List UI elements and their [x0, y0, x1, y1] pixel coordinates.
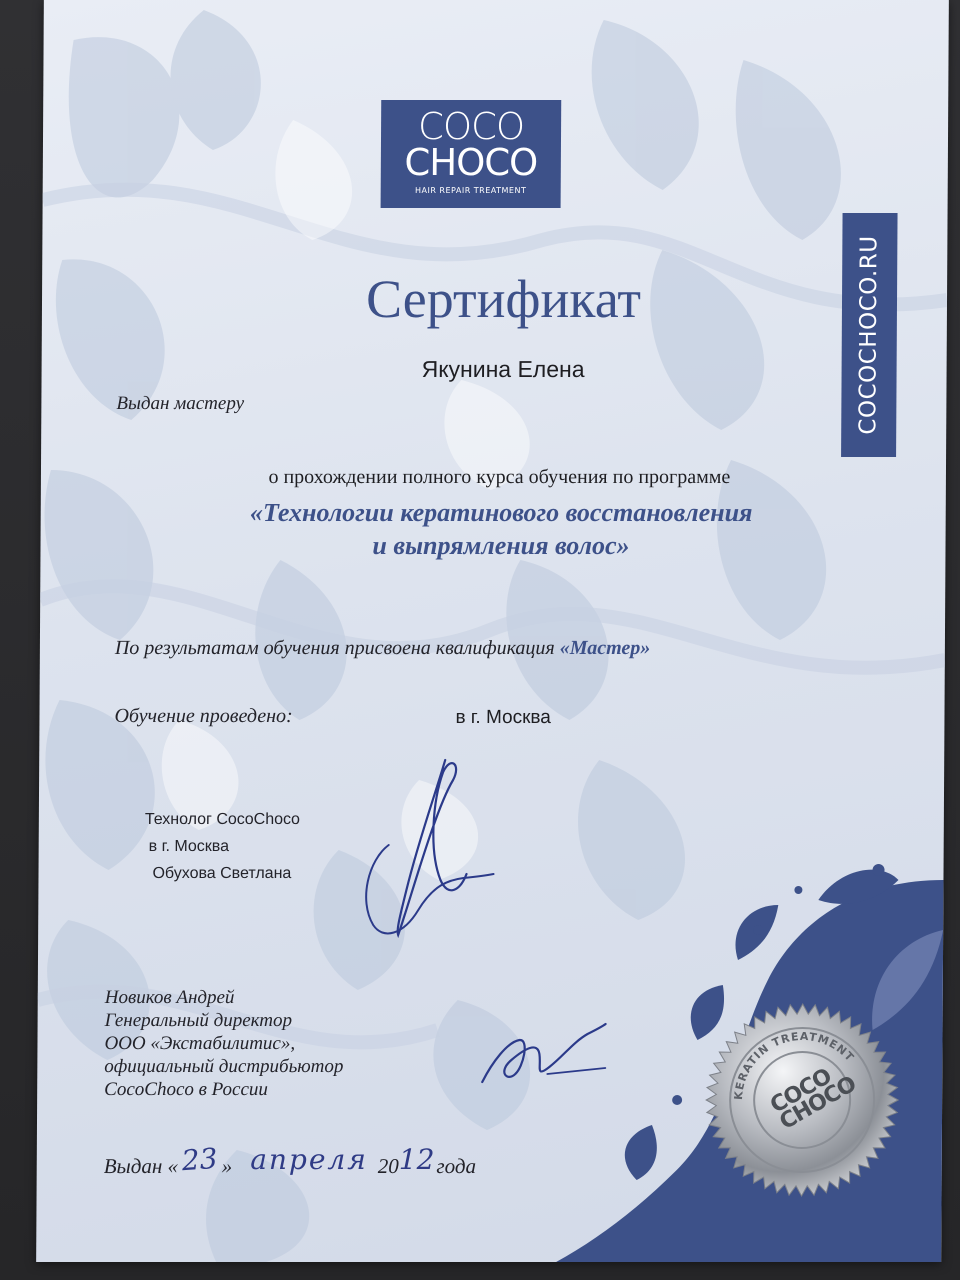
- issue-month-handwritten: апреля: [250, 1143, 368, 1176]
- logo-line-choco: CHOCO: [404, 141, 538, 184]
- director-block: [104, 986, 344, 1101]
- director-line3: ООО «Экстабилитис»,: [104, 1033, 296, 1054]
- technologist-signature: [348, 750, 499, 945]
- director-line5: CocoChoco в России: [104, 1079, 269, 1100]
- qualification-prefix: По результатам обучения присвоена квалификация: [114, 637, 555, 659]
- recipient-name: Якунина Елена: [421, 356, 585, 382]
- website-label: COCOCHOCO.RU: [855, 235, 883, 435]
- logo-line-coco: COCO: [417, 105, 525, 148]
- director-line4: официальный дистрибьютор: [104, 1056, 344, 1077]
- issue-date-suffix: года: [436, 1154, 477, 1178]
- course-intro: о прохождении полного курса обучения по программе: [268, 466, 731, 488]
- technologist-line1: Технолог CocoChoco: [144, 811, 301, 828]
- director-signature: [477, 1012, 607, 1092]
- qualification-line: [115, 637, 651, 660]
- cocochoco-logo: [381, 100, 562, 208]
- technologist-line2: в г. Москва: [148, 838, 230, 855]
- issue-date-prefix: Выдан «: [103, 1154, 179, 1178]
- training-held-label: Обучение проведено:: [114, 705, 293, 727]
- issue-date-close-quote: »: [221, 1154, 233, 1178]
- seal-ring-text: KERATIN TREATMENT: [731, 1029, 857, 1101]
- training-city: в г. Москва: [455, 707, 551, 728]
- qualification-value: «Мастер»: [559, 637, 651, 659]
- logo-subtitle: HAIR REPAIR TREATMENT: [414, 186, 527, 195]
- issue-day-handwritten: 23: [181, 1141, 219, 1178]
- program-title-line2: и выпрямления волос»: [372, 531, 630, 560]
- certificate-paper: [36, 0, 949, 1262]
- director-line1: Новиков Андрей: [104, 987, 235, 1008]
- issue-year-printed: 20: [377, 1154, 399, 1178]
- director-line2: Генеральный директор: [104, 1010, 293, 1031]
- technologist-line3: Обухова Светлана: [152, 865, 292, 882]
- technologist-block: [144, 806, 300, 887]
- program-title-line1: «Технологии кератинового восстановления: [249, 498, 753, 527]
- issue-year-handwritten: 12: [398, 1143, 435, 1176]
- issue-date: [103, 1141, 477, 1180]
- issued-to-label: Выдан мастеру: [116, 393, 245, 414]
- seal-logo-text: COCO CHOCO: [766, 1064, 861, 1136]
- program-title: [40, 496, 945, 562]
- certificate-title: Сертификат: [365, 269, 642, 329]
